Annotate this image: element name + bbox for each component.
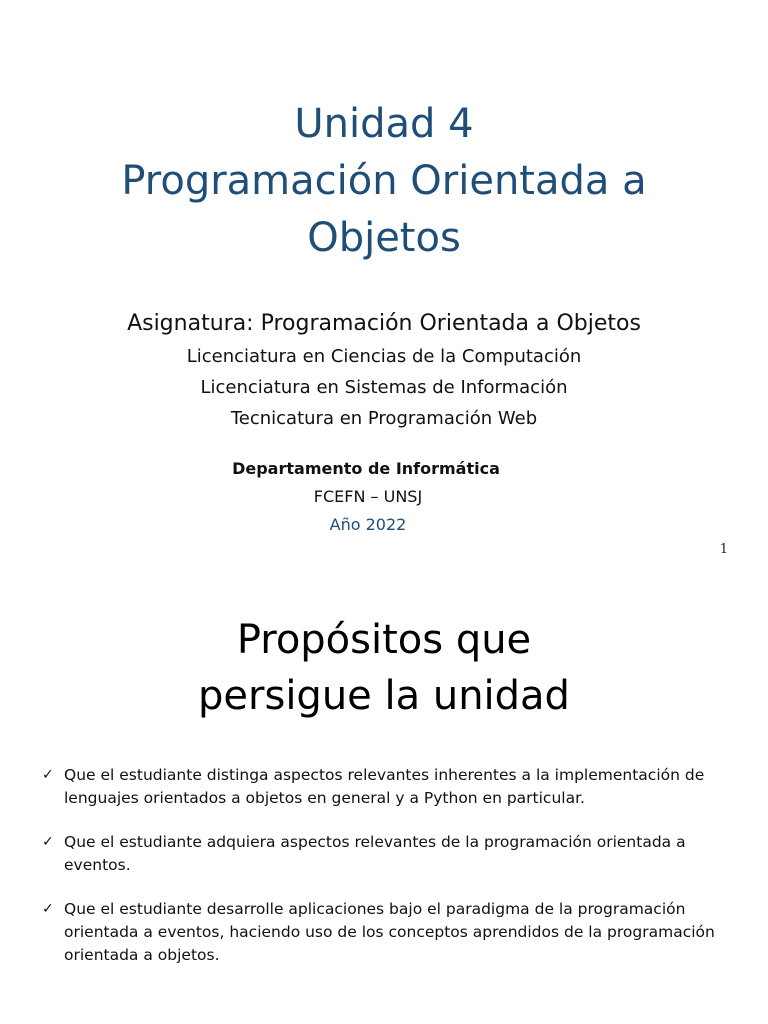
slide-heading-line-2: persigue la unidad: [198, 673, 570, 719]
list-item: [42, 764, 732, 810]
page-number: 1: [719, 542, 728, 557]
institution-name: FCEFN – UNSJ: [313, 487, 423, 506]
career-line-1: Licenciatura en Ciencias de la Computación: [186, 346, 582, 367]
list-item-text: Que el estudiante distinga aspectos relevantes inherentes a la implementación de lenguajes orientados a objetos en general y a Python en particular.: [64, 766, 705, 807]
slide-title-line-2: Programación Orientada a: [121, 158, 647, 204]
career-line-2: Licenciatura en Sistemas de Información: [200, 377, 568, 398]
list-item: [42, 831, 732, 877]
list-item-text: Que el estudiante adquiera aspectos relevantes de la programación orientada a eventos.: [64, 833, 686, 874]
check-icon: ✓: [42, 834, 54, 850]
slide-heading-line-1: Propósitos que: [236, 617, 532, 663]
check-icon: ✓: [42, 767, 54, 783]
slide-title-line-1: Unidad 4: [294, 101, 474, 147]
slide-2: [0, 576, 768, 1024]
department-name: Departamento de Informática: [232, 459, 500, 478]
slide-title-line-3: Objetos: [307, 215, 461, 261]
list-item-text: Que el estudiante desarrolle aplicaciones bajo el paradigma de la programación orientada a eventos, haciendo uso de los conceptos aprendidos de la programación orientada a objetos.: [64, 900, 715, 964]
subject-line: Asignatura: Programación Orientada a Objetos: [127, 311, 641, 336]
career-line-3: Tecnicatura en Programación Web: [230, 408, 538, 429]
check-icon: ✓: [42, 901, 54, 917]
purpose-list: [42, 764, 732, 988]
list-item: [42, 898, 732, 967]
year-label: Año 2022: [329, 515, 407, 534]
